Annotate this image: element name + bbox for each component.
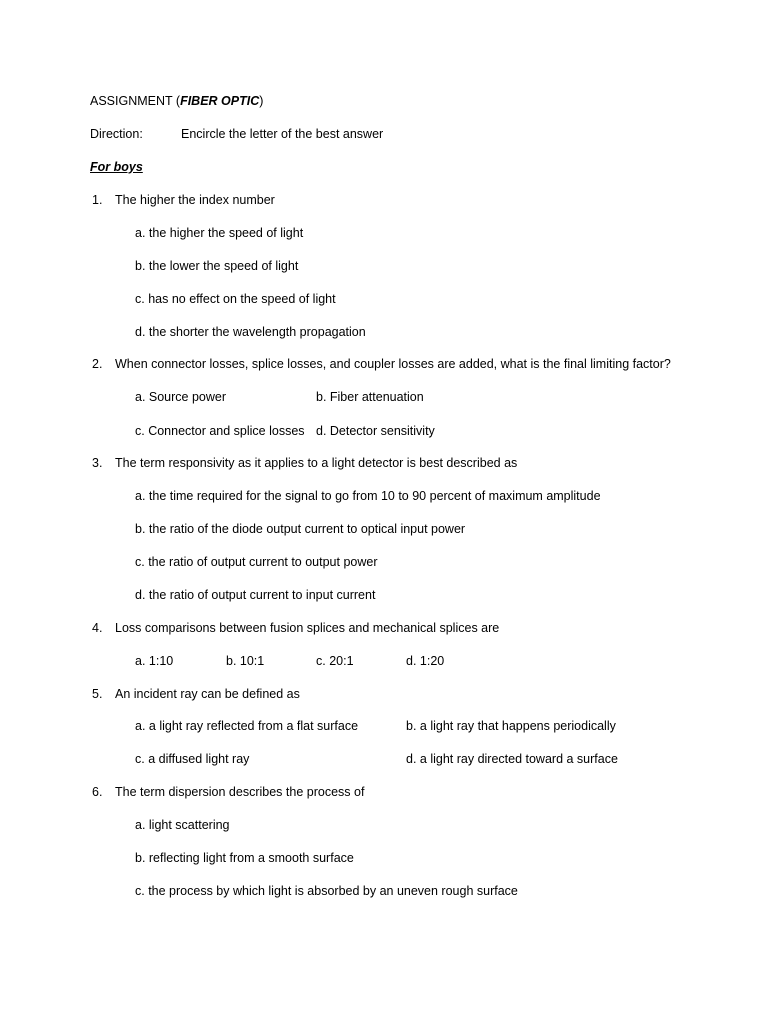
choice: a. 1:10 <box>135 654 174 668</box>
choice: c. the process by which light is absorbed by an uneven rough surface <box>135 884 518 898</box>
question-text: Loss comparisons between fusion splices and mechanical splices are <box>115 621 500 635</box>
choice: a. the time required for the signal to go from 10 to 90 percent of maximum amplitude <box>135 489 601 503</box>
question-text: When connector losses, splice losses, and coupler losses are added, what is the final limiting factor? <box>115 357 671 371</box>
question-number: 6. <box>92 785 103 799</box>
choice: c. has no effect on the speed of light <box>135 292 336 306</box>
question-number: 1. <box>92 193 103 207</box>
direction-text: Encircle the letter of the best answer <box>181 127 384 141</box>
choice: a. a light ray reflected from a flat surface <box>135 719 359 733</box>
title-prefix: ASSIGNMENT ( <box>90 94 181 108</box>
choice: d. the ratio of output current to input current <box>135 588 376 602</box>
assignment-title <box>90 93 263 109</box>
choice: a. light scattering <box>135 818 230 832</box>
choice: b. the ratio of the diode output current to optical input power <box>135 522 466 536</box>
section-heading: For boys <box>90 160 143 174</box>
question-number: 4. <box>92 621 103 635</box>
choice: b. a light ray that happens periodically <box>406 719 616 733</box>
choice: d. a light ray directed toward a surface <box>406 752 618 766</box>
title-suffix: ) <box>259 94 264 108</box>
choice: a. the higher the speed of light <box>135 226 304 240</box>
choice: b. reflecting light from a smooth surface <box>135 851 354 865</box>
question-text: The higher the index number <box>115 193 275 207</box>
choice: b. Fiber attenuation <box>316 390 424 404</box>
choice: d. Detector sensitivity <box>316 424 435 438</box>
choice: d. the shorter the wavelength propagation <box>135 325 366 339</box>
choice: b. 10:1 <box>226 654 265 668</box>
choice: a. Source power <box>135 390 227 404</box>
choice: c. a diffused light ray <box>135 752 250 766</box>
choice: d. 1:20 <box>406 654 445 668</box>
question-number: 5. <box>92 687 103 701</box>
title-topic: FIBER OPTIC <box>180 94 260 108</box>
question-text: An incident ray can be defined as <box>115 687 300 701</box>
question-text: The term dispersion describes the process of <box>115 785 365 799</box>
question-number: 3. <box>92 456 103 470</box>
choice: c. 20:1 <box>316 654 354 668</box>
question-number: 2. <box>92 357 103 371</box>
direction-label: Direction: <box>90 127 143 141</box>
choice: c. the ratio of output current to output power <box>135 555 378 569</box>
question-text: The term responsivity as it applies to a light detector is best described as <box>115 456 518 470</box>
choice: c. Connector and splice losses <box>135 424 305 438</box>
choice: b. the lower the speed of light <box>135 259 299 273</box>
